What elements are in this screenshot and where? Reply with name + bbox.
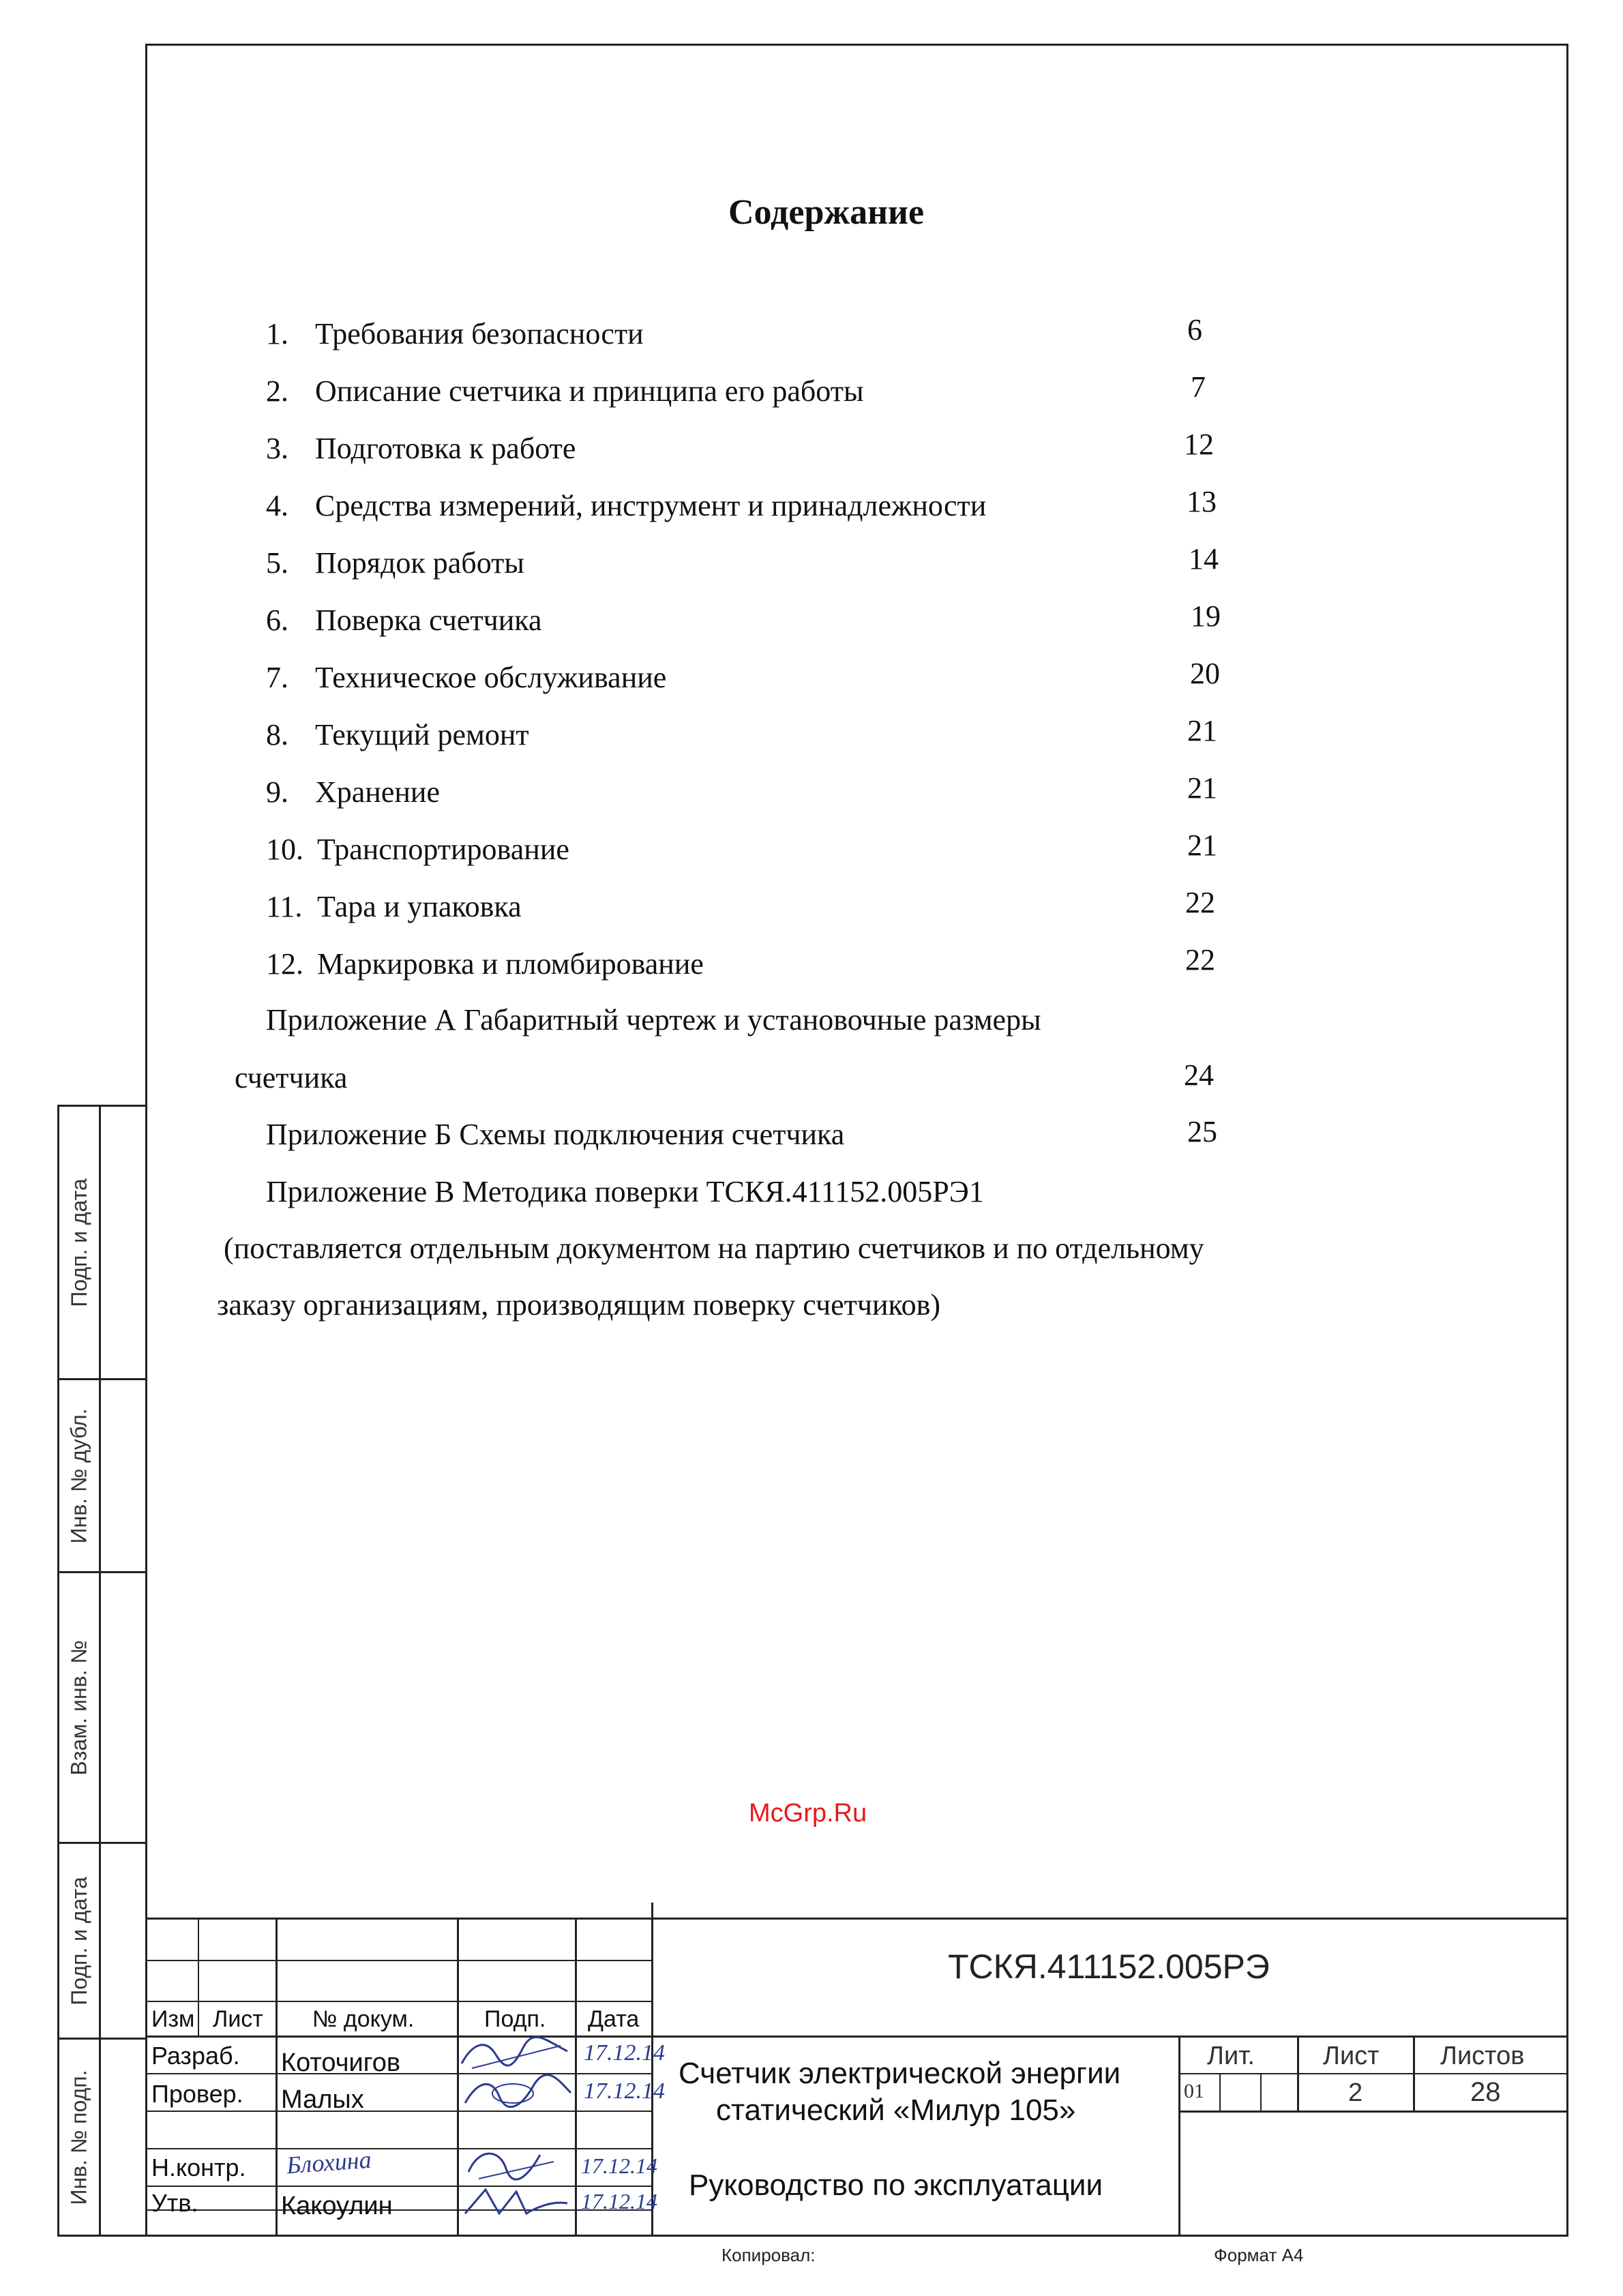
appendix-b: Приложение Б Схемы подключения счетчика xyxy=(266,1118,845,1151)
toc-item-text: Подготовка к работе xyxy=(315,432,576,465)
side-strip-sign-date-1 xyxy=(57,1105,146,1380)
header-sign: Подп. xyxy=(484,2006,546,2032)
product-line1: Счетчик электрической энергии xyxy=(679,2057,1121,2090)
appendix-a-line1: Приложение А Габаритный чертеж и установочные размеры xyxy=(266,1003,1041,1037)
doc-type: Руководство по эксплуатации xyxy=(689,2168,1103,2202)
toc-item-number: 8. xyxy=(266,718,288,751)
side-label: Подп. и дата xyxy=(66,1178,91,1307)
toc-item-text: Порядок работы xyxy=(315,546,524,580)
product-line2: статический «Милур 105» xyxy=(716,2093,1076,2127)
toc-item-number: 10. xyxy=(266,833,303,866)
note-line2: заказу организациям, производящим поверку счетчиков) xyxy=(217,1288,941,1322)
appendix-a-page: 24 xyxy=(1184,1058,1214,1092)
toc-item-number: 7. xyxy=(266,661,288,694)
side-label: Инв. № дубл. xyxy=(66,1407,91,1544)
toc-item-page: 14 xyxy=(1189,542,1219,576)
signature-checker xyxy=(458,2069,574,2117)
appendix-c: Приложение В Методика поверки ТСКЯ.411152.005РЭ1 xyxy=(266,1175,984,1208)
appendix-a-line2: счетчика xyxy=(235,1061,348,1094)
appendix-b-page: 25 xyxy=(1187,1115,1217,1148)
date-developer: 17.12.14 xyxy=(584,2040,665,2066)
role-checker: Провер. xyxy=(151,2080,243,2108)
toc-item-page: 6 xyxy=(1187,313,1202,346)
toc-item-number: 6. xyxy=(266,603,288,637)
name-approver: Какоулин xyxy=(281,2192,393,2220)
lit-value: 01 xyxy=(1184,2080,1204,2102)
header-date: Дата xyxy=(588,2006,640,2032)
sheets-label: Листов xyxy=(1440,2042,1525,2070)
role-developer: Разраб. xyxy=(151,2042,240,2070)
watermark: McGrp.Ru xyxy=(749,1799,867,1828)
sheets-value: 28 xyxy=(1470,2077,1501,2107)
doc-code: ТСКЯ.411152.005РЭ xyxy=(948,1948,1270,1986)
toc-item-page: 21 xyxy=(1187,829,1217,862)
lit-label: Лит. xyxy=(1207,2042,1255,2070)
side-strip-orig-inv xyxy=(57,2038,146,2237)
role-approver: Утв. xyxy=(151,2189,198,2217)
page-title: Содержание xyxy=(728,193,925,232)
footer-copied: Копировал: xyxy=(721,2245,816,2265)
toc-item-text: Хранение xyxy=(315,775,441,809)
toc-item-text: Техническое обслуживание xyxy=(315,661,667,694)
toc-item-number: 11. xyxy=(266,890,303,923)
name-developer: Коточигов xyxy=(281,2048,401,2077)
toc-item-text: Маркировка и пломбирование xyxy=(317,947,704,981)
toc-item-text: Текущий ремонт xyxy=(315,718,529,751)
toc-item-text: Средства измерений, инструмент и принадлежности xyxy=(315,489,987,522)
date-approver: 17.12.14 xyxy=(581,2189,657,2213)
toc-item-text: Описание счетчика и принципа его работы xyxy=(315,374,864,408)
date-checker: 17.12.14 xyxy=(584,2078,665,2104)
toc-item-number: 1. xyxy=(266,317,288,351)
side-label: Взам. инв. № xyxy=(66,1639,91,1776)
toc-item-page: 21 xyxy=(1187,771,1217,805)
toc-item-page: 7 xyxy=(1191,370,1206,404)
header-izm: Изм xyxy=(151,2006,195,2032)
date-norm-control: 17.12.14 xyxy=(581,2153,657,2178)
toc-item-page: 13 xyxy=(1187,485,1217,518)
toc-item-number: 12. xyxy=(266,947,303,981)
header-list: Лист xyxy=(213,2006,263,2032)
toc-item-text: Требования безопасности xyxy=(315,317,644,351)
toc-item-text: Поверка счетчика xyxy=(315,603,542,637)
sheet-label: Лист xyxy=(1323,2042,1380,2070)
footer-format: Формат А4 xyxy=(1214,2245,1304,2265)
toc-item-page: 21 xyxy=(1187,714,1217,747)
sheet-value: 2 xyxy=(1348,2078,1363,2107)
toc-item-number: 4. xyxy=(266,489,288,522)
signature-approver xyxy=(458,2179,574,2227)
header-doc-no: № докум. xyxy=(312,2006,415,2032)
name-norm-control-handwritten: Блохина xyxy=(285,2145,372,2179)
toc-item-page: 20 xyxy=(1190,657,1220,690)
side-label: Инв. № подп. xyxy=(66,2070,91,2205)
toc-item-page: 22 xyxy=(1185,886,1215,919)
toc-item-number: 9. xyxy=(266,775,288,809)
note-line1: (поставляется отдельным документом на партию счетчиков и по отдельному xyxy=(224,1232,1204,1265)
toc-item-number: 5. xyxy=(266,546,288,580)
side-label: Подп. и дата xyxy=(66,1876,91,2006)
toc-item-number: 3. xyxy=(266,432,288,465)
toc-item-page: 12 xyxy=(1184,428,1214,461)
role-norm-control: Н.контр. xyxy=(151,2153,246,2181)
toc-item-page: 19 xyxy=(1191,599,1221,633)
side-strip-sign-date-2 xyxy=(57,1842,146,2040)
toc-item-text: Тара и упаковка xyxy=(317,890,522,923)
side-strip-dup-inv xyxy=(57,1378,146,1573)
side-strip-replace-inv xyxy=(57,1571,146,1844)
toc-item-number: 2. xyxy=(266,374,288,408)
toc-item-text: Транспортирование xyxy=(317,833,569,866)
toc-item-page: 22 xyxy=(1185,943,1215,976)
name-checker: Малых xyxy=(281,2085,364,2114)
